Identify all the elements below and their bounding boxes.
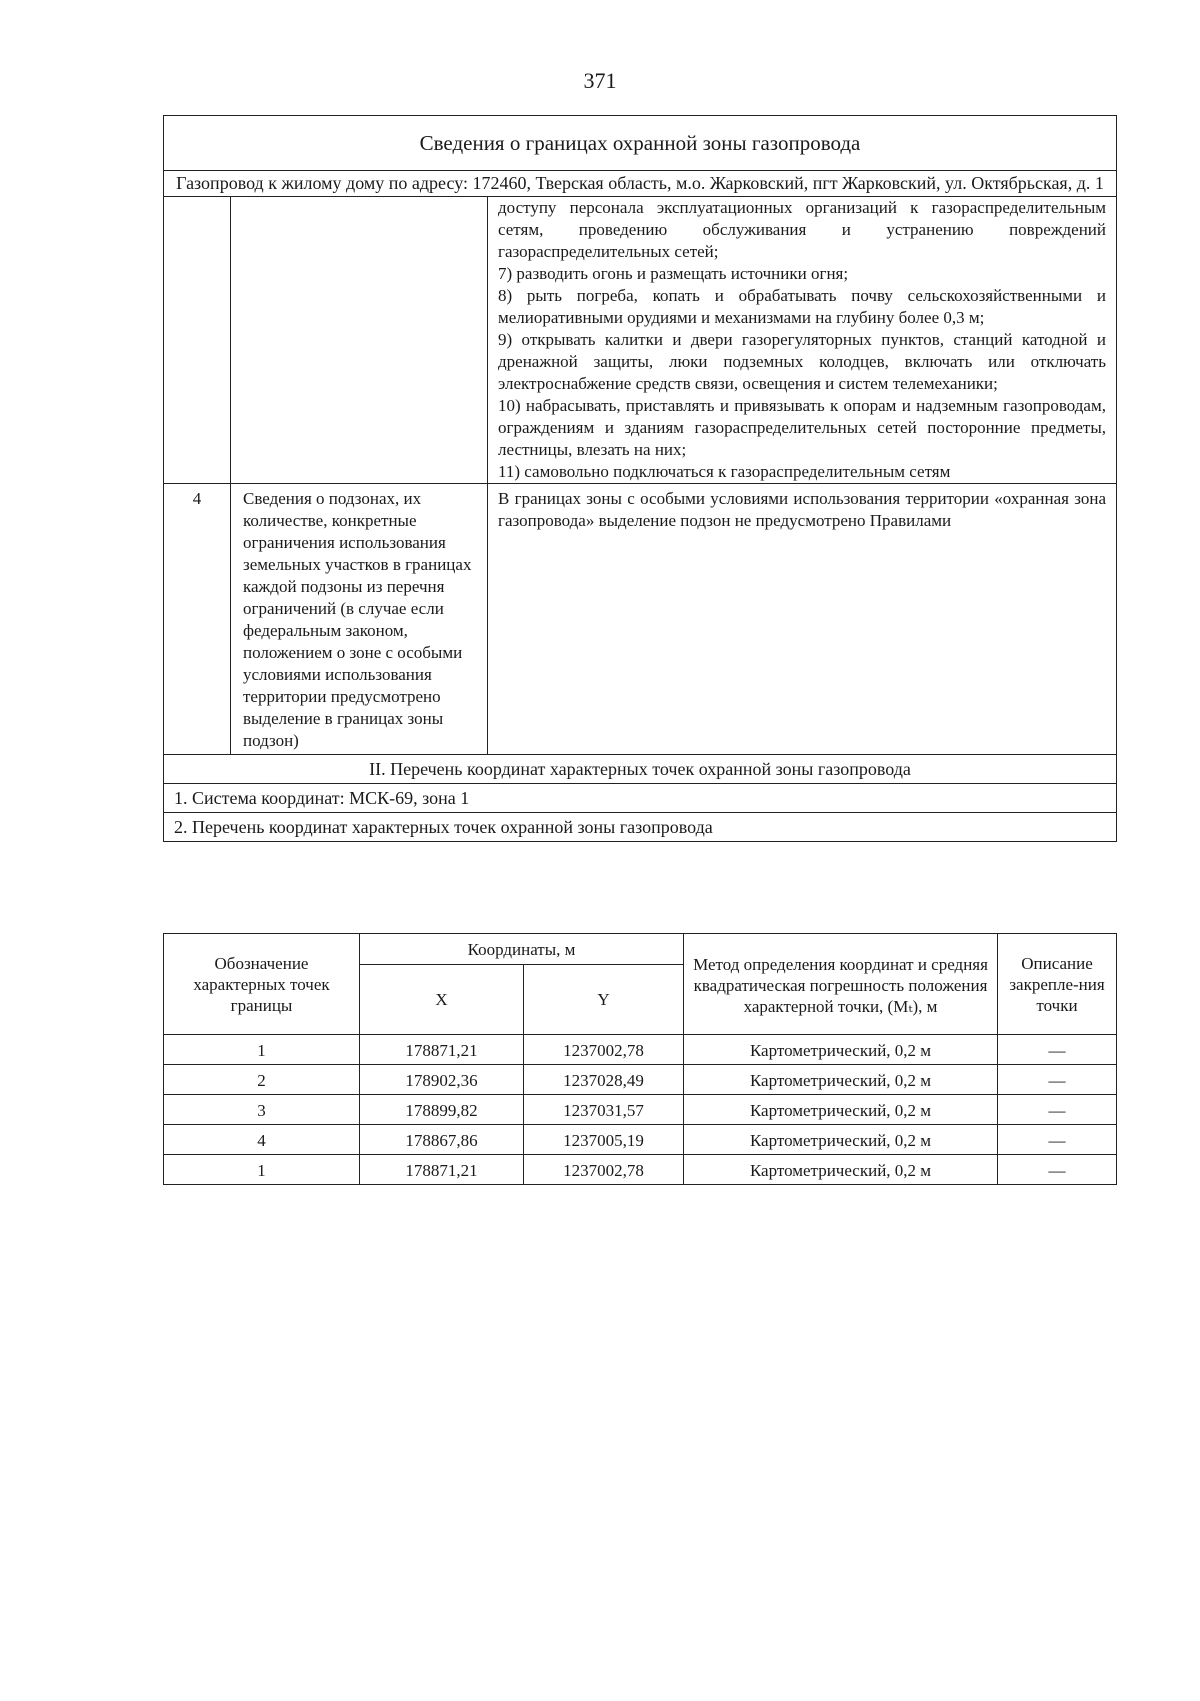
restrictions-list xyxy=(488,197,1117,484)
restriction-item: 9) открывать калитки и двери газорегуляторных пунктов, станций катодной и дренажной защиты, люки подземных колодцев, включать или отключать электроснабжение средств связи, освещения и систем телемеханики; xyxy=(498,330,1106,393)
table-row xyxy=(164,1155,1117,1185)
method-cell: Картометрический, 0,2 м xyxy=(684,1125,998,1155)
restriction-item: 11) самовольно подключаться к газораспределительным сетям xyxy=(498,462,951,481)
coordinates-table xyxy=(163,933,1117,1185)
header-description: Описание закрепле-ния точки xyxy=(998,934,1117,1035)
point-cell: 1 xyxy=(164,1035,360,1065)
point-cell: 2 xyxy=(164,1065,360,1095)
pipeline-address: Газопровод к жилому дому по адресу: 172460, Тверская область, м.о. Жарковский, пгт Жарковский, ул. Октябрьская, д. 1 xyxy=(164,171,1117,197)
y-cell: 1237002,78 xyxy=(524,1035,684,1065)
zone-info-table xyxy=(163,115,1117,842)
restrictions-continuation-row xyxy=(164,197,1117,484)
restriction-item: доступу персонала эксплуатационных организаций к газораспределительным сетям, проведению обслуживания и устранению повреждений газораспределительных сетей; xyxy=(498,198,1106,261)
page-number: 371 xyxy=(583,68,617,93)
table-row xyxy=(164,1065,1117,1095)
table-row xyxy=(164,1035,1117,1065)
row-value: В границах зоны с особыми условиями использования территории «охранная зона газопровода» выделение подзон не предусмотрено Правилами xyxy=(488,484,1117,755)
description-cell: — xyxy=(998,1065,1117,1095)
point-cell: 4 xyxy=(164,1125,360,1155)
header-method: Метод определения координат и средняя квадратическая погрешность положения характерной точки, (Mₜ), м xyxy=(684,934,998,1035)
method-cell: Картометрический, 0,2 м xyxy=(684,1095,998,1125)
table-row xyxy=(164,1125,1117,1155)
restriction-item: 10) набрасывать, приставлять и привязывать к опорам и надземным газопроводам, ограждениям и зданиям газораспределительных сетей посторонние предметы, лестницы, влезать на них; xyxy=(498,396,1106,459)
description-cell: — xyxy=(998,1155,1117,1185)
method-cell: Картометрический, 0,2 м xyxy=(684,1065,998,1095)
point-cell: 3 xyxy=(164,1095,360,1125)
x-cell: 178902,36 xyxy=(360,1065,524,1095)
x-cell: 178871,21 xyxy=(360,1155,524,1185)
y-cell: 1237031,57 xyxy=(524,1095,684,1125)
method-cell: Картометрический, 0,2 м xyxy=(684,1155,998,1185)
description-cell: — xyxy=(998,1125,1117,1155)
header-x: X xyxy=(360,965,524,1035)
subzones-row xyxy=(164,484,1117,755)
x-cell: 178867,86 xyxy=(360,1125,524,1155)
row-number: 4 xyxy=(164,484,231,755)
description-cell: — xyxy=(998,1095,1117,1125)
point-cell: 1 xyxy=(164,1155,360,1185)
coordinates-list-title: 2. Перечень координат характерных точек охранной зоны газопровода xyxy=(164,813,1117,842)
header-y: Y xyxy=(524,965,684,1035)
header-point: Обозначение характерных точек границы xyxy=(164,934,360,1035)
table-row xyxy=(164,1095,1117,1125)
y-cell: 1237002,78 xyxy=(524,1155,684,1185)
row-label-cell xyxy=(231,197,488,484)
restriction-item: 8) рыть погреба, копать и обрабатывать почву сельскохозяйственными и мелиоративными орудиями и механизмами на глубину более 0,3 м; xyxy=(498,286,1106,327)
x-cell: 178871,21 xyxy=(360,1035,524,1065)
y-cell: 1237028,49 xyxy=(524,1065,684,1095)
x-cell: 178899,82 xyxy=(360,1095,524,1125)
y-cell: 1237005,19 xyxy=(524,1125,684,1155)
header-coordinates: Координаты, м xyxy=(360,934,684,965)
restriction-item: 7) разводить огонь и размещать источники огня; xyxy=(498,264,849,283)
description-cell: — xyxy=(998,1035,1117,1065)
row-label: Сведения о подзонах, их количестве, конкретные ограничения использования земельных участков в границах каждой подзоны из перечня ограничений (в случае если федеральным законом, положением о зоне с особыми условиями использования территории предусмотрено выделение в границах зоны подзон) xyxy=(231,484,488,755)
document-title: Сведения о границах охранной зоны газопровода xyxy=(164,116,1117,171)
section-title: II. Перечень координат характерных точек охранной зоны газопровода xyxy=(164,755,1117,784)
method-cell: Картометрический, 0,2 м xyxy=(684,1035,998,1065)
coordinate-system: 1. Система координат: МСК-69, зона 1 xyxy=(164,784,1117,813)
row-number-cell xyxy=(164,197,231,484)
